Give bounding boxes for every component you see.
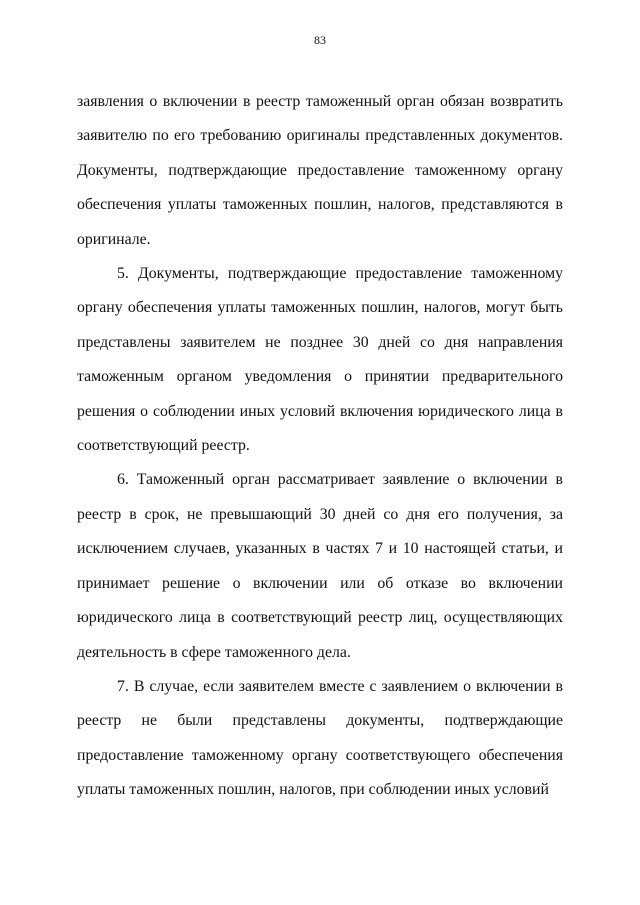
- document-body: [77, 85, 563, 808]
- paragraph-item-5: 5. Документы, подтверждающие предоставление таможенному органу обеспечения уплаты таможенных пошлин, налогов, могут быть представлены заявителем не позднее 30 дней со дня направления таможенным органом уведомления о принятии предварительного решения о соблюдении иных условий включения юридического лица в соответствующий реестр.: [77, 265, 563, 455]
- paragraph-continuation: заявления о включении в реестр таможенный орган обязан возвратить заявителю по его требованию оригиналы представленных документов. Документы, подтверждающие предоставление таможенному органу обеспечения уплаты таможенных пошлин, налогов, представляются в оригинале.: [77, 93, 563, 248]
- paragraph-item-7: 7. В случае, если заявителем вместе с заявлением о включении в реестр не были представлены документы, подтверждающие предоставление таможенному органу соответствующего обеспечения уплаты таможенных пошлин, налогов, при соблюдении иных условий: [77, 677, 563, 799]
- paragraph-item-6: 6. Таможенный орган рассматривает заявление о включении в реестр в срок, не превышающий 30 дней со дня его получения, за исключением случаев, указанных в частях 7 и 10 настоящей статьи, и принимает решение о включении или об отказе во включении юридического лица в соответствующий реестр лиц, осуществляющих деятельность в сфере таможенного дела.: [77, 471, 563, 661]
- page-number: 83: [314, 33, 326, 47]
